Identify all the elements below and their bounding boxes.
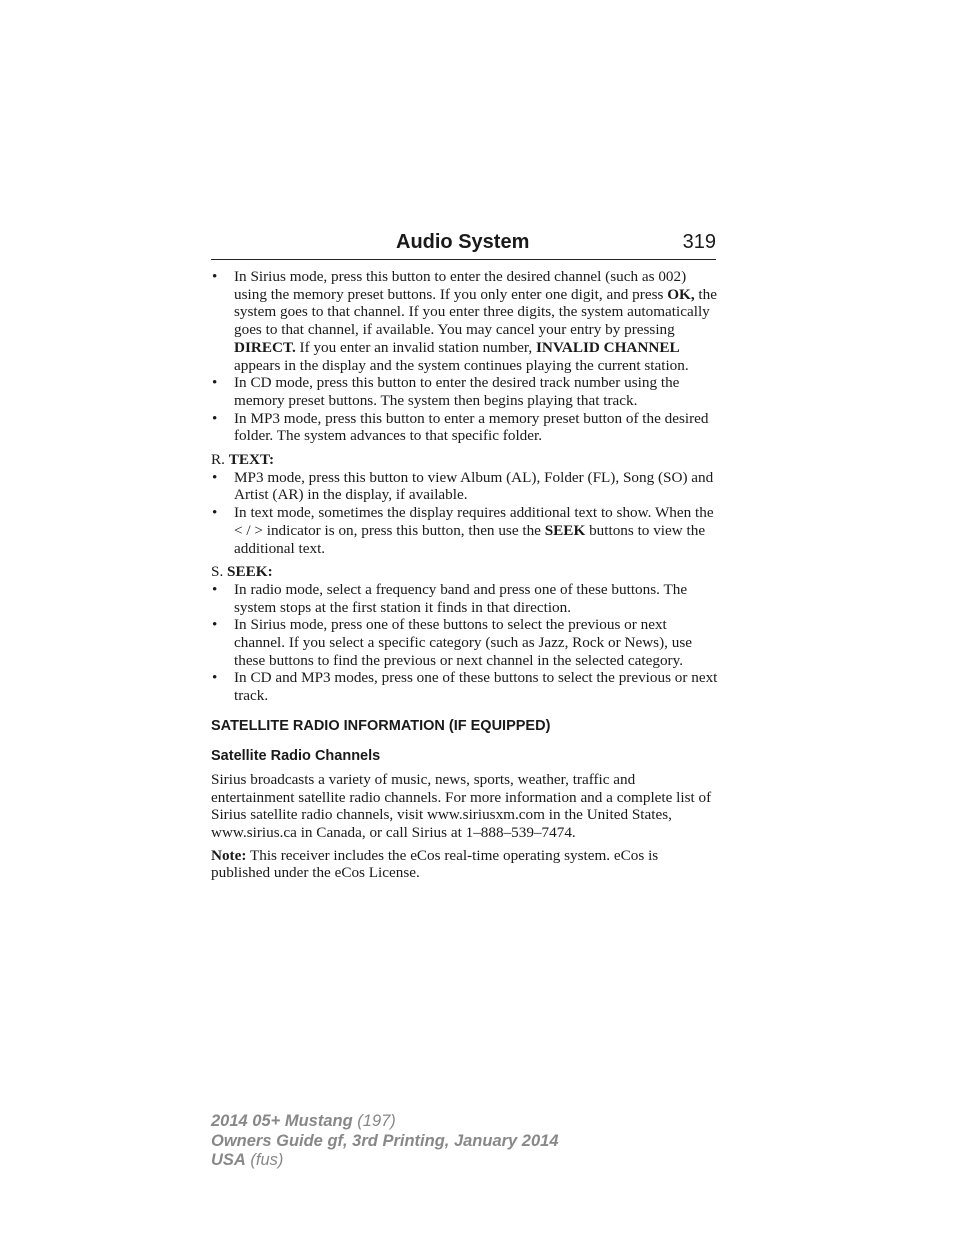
bullet-text: In Sirius mode, press one of these buttons to select the previous or next channel. If you select a specific category (such as Jazz, Rock or News), use these buttons to find the previous or next channel in the selected category. bbox=[234, 616, 692, 669]
bullet-icon: • bbox=[212, 268, 218, 285]
note-text: This receiver includes the eCos real-time operating system. eCos is published under the eCos License. bbox=[211, 846, 659, 882]
section-heading: SATELLITE RADIO INFORMATION (IF EQUIPPED) bbox=[211, 717, 551, 734]
direct-bullet-list bbox=[211, 268, 721, 445]
page-title: Audio System bbox=[396, 231, 530, 253]
list-item bbox=[211, 410, 721, 445]
list-item bbox=[211, 669, 721, 704]
list-item bbox=[211, 504, 721, 557]
footer-line-2: Owners Guide gf, 3rd Printing, January 2014 bbox=[211, 1131, 559, 1150]
bullet-icon: • bbox=[212, 504, 218, 522]
bullet-text: In Sirius mode, press this button to enter the desired channel (such as 002) using the memory preset buttons. If you only enter one digit, and press OK, the system goes to that channel. If you enter three digits, the system automatically goes to that channel, if available. You may cancel your entry by pressing DIRECT. If you enter an invalid station number, INVALID CHANNEL appears in the display and the system continues playing the current station. bbox=[234, 268, 717, 374]
bullet-icon: • bbox=[212, 409, 218, 427]
list-item bbox=[211, 374, 721, 409]
bullet-text: In radio mode, select a frequency band and press one of these buttons. The system stops at the first station it finds in that direction. bbox=[234, 580, 688, 616]
page-number: 319 bbox=[682, 231, 716, 253]
seek-bullet-list bbox=[211, 581, 721, 705]
body-paragraph: Sirius broadcasts a variety of music, news, sports, weather, traffic and entertainment satellite radio channels. For more information and a complete list of Sirius satellite radio channels, visit www.siriusxm.com in the United States, www.sirius.ca in Canada, or call Sirius at 1–888–539–7474. bbox=[211, 770, 712, 841]
bullet-text: In MP3 mode, press this button to enter a memory preset button of the desired folder. The system advances to that specific folder. bbox=[234, 409, 709, 445]
footer-line-3: USA (fus) bbox=[211, 1151, 284, 1169]
item-label-seek: S. SEEK: bbox=[211, 563, 273, 581]
page-header bbox=[211, 229, 716, 260]
list-item bbox=[211, 469, 721, 504]
text-bullet-list bbox=[211, 469, 721, 558]
note-paragraph bbox=[211, 847, 721, 882]
footer-line-1: 2014 05+ Mustang (197) bbox=[211, 1112, 396, 1130]
bullet-icon: • bbox=[212, 468, 218, 486]
sub-heading: Satellite Radio Channels bbox=[211, 747, 381, 764]
note-label: Note: bbox=[211, 846, 247, 864]
bullet-icon: • bbox=[212, 580, 218, 598]
bullet-icon: • bbox=[212, 374, 218, 392]
bullet-text: In text mode, sometimes the display requires additional text to show. When the < / > indicator is on, press this button, then use the SEEK buttons to view the additional text. bbox=[234, 504, 714, 557]
page-body bbox=[211, 268, 721, 882]
bullet-icon: • bbox=[212, 616, 218, 634]
bullet-text: In CD and MP3 modes, press one of these buttons to select the previous or next track. bbox=[234, 669, 718, 705]
bullet-icon: • bbox=[212, 669, 218, 687]
page-footer bbox=[211, 1112, 559, 1171]
list-item bbox=[211, 268, 721, 374]
bullet-text: In CD mode, press this button to enter the desired track number using the memory preset buttons. The system then begins playing that track. bbox=[234, 374, 680, 409]
list-item bbox=[211, 581, 721, 616]
bullet-text: MP3 mode, press this button to view Album (AL), Folder (FL), Song (SO) and Artist (AR) in the display, if available. bbox=[234, 468, 714, 504]
item-label-text: R. TEXT: bbox=[211, 451, 275, 469]
list-item bbox=[211, 616, 721, 669]
